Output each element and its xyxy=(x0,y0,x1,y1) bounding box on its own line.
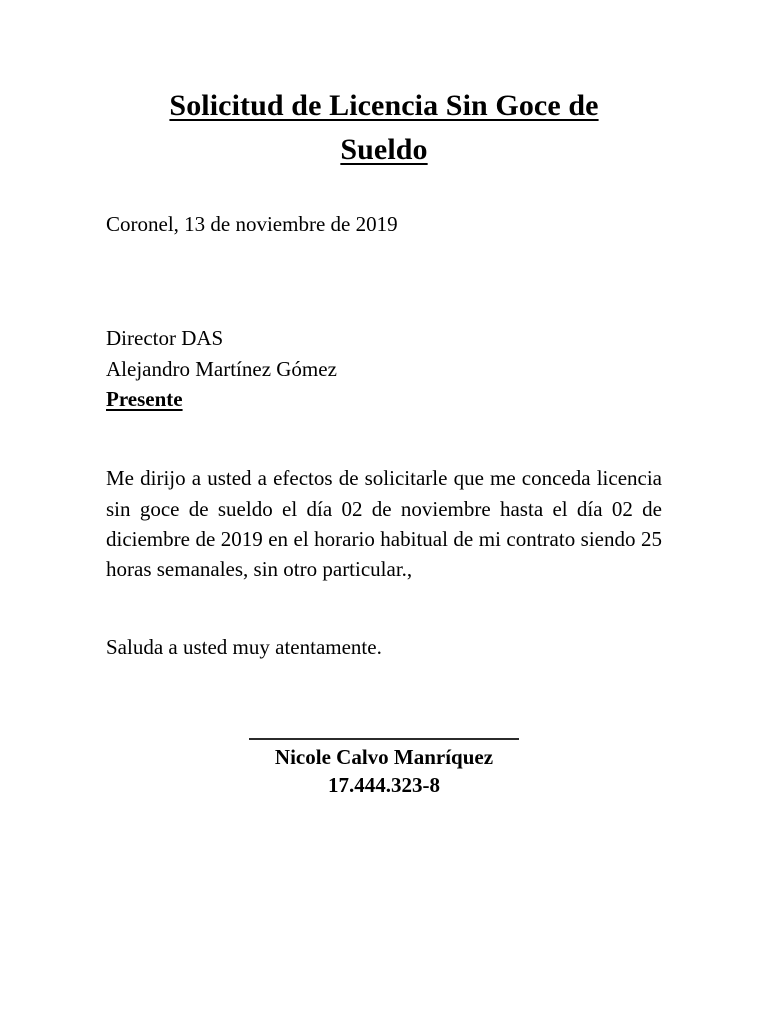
addressee-name: Alejandro Martínez Gómez xyxy=(106,356,337,381)
date-line: Coronel, 13 de noviembre de 2019 xyxy=(106,211,398,236)
page-title xyxy=(106,0,662,172)
addressee-block xyxy=(106,239,662,414)
closing-line: Saluda a usted muy atentamente. xyxy=(106,634,382,659)
signer-id-number: 17.444.323-8 xyxy=(328,773,440,798)
addressee-greeting: Presente xyxy=(106,386,183,411)
signature-block xyxy=(106,662,662,800)
title-line-2: Sueldo xyxy=(340,132,428,166)
signer-name: Nicole Calvo Manríquez xyxy=(274,745,494,770)
title-line-1: Solicitud de Licencia Sin Goce de xyxy=(169,89,599,122)
signature-rule xyxy=(249,738,519,740)
body-paragraph: Me dirijo a usted a efectos de solicitarle que me conceda licencia sin goce de sueldo el día 02 de noviembre hasta el día 02 de diciembre de 2019 en el horario habitual de mi contrato siendo 25 horas semanales, sin otro particular., xyxy=(106,466,662,582)
addressee-role: Director DAS xyxy=(106,326,224,351)
